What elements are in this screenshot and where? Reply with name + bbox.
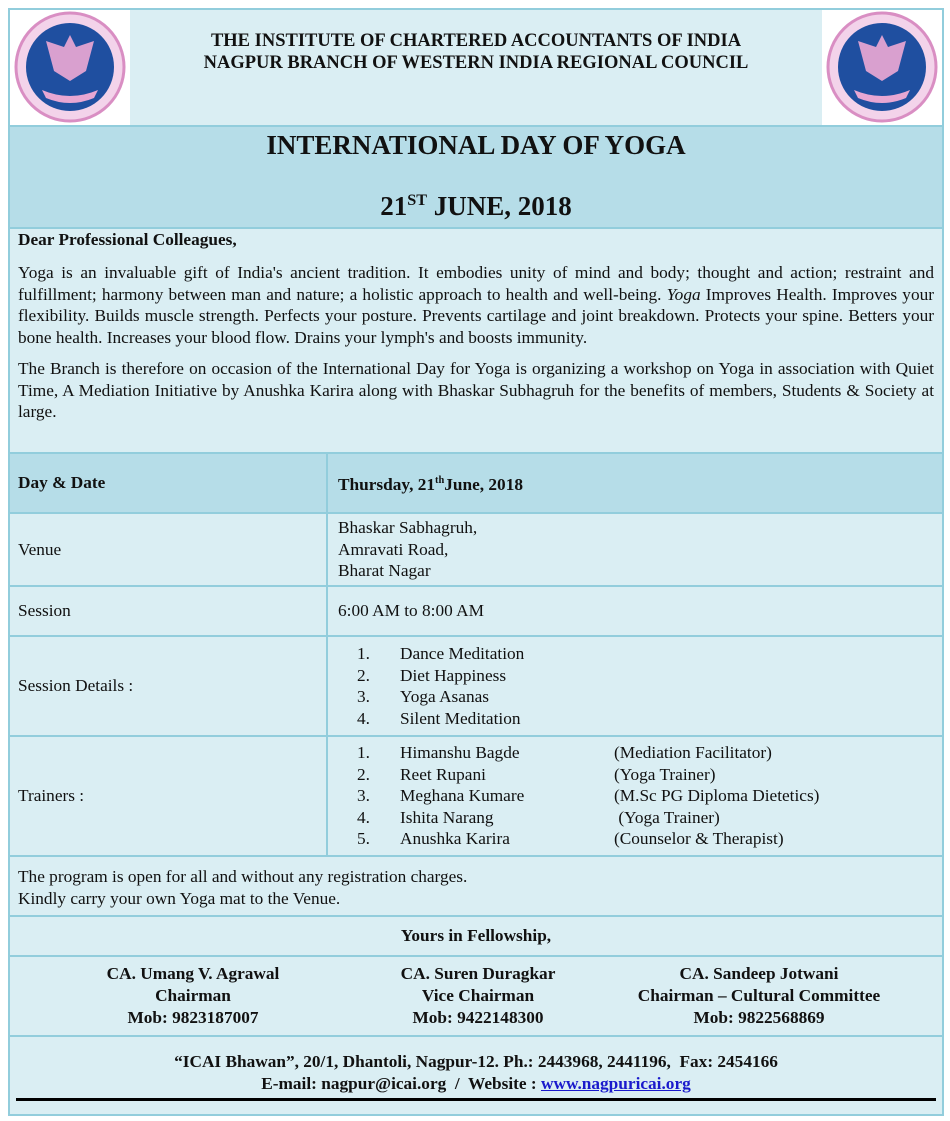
row-trainers: [10, 737, 942, 857]
trainer-item: [338, 828, 819, 850]
footer-email: E-mail: nagpur@icai.org / Website :: [261, 1074, 541, 1093]
item-number: 4.: [357, 807, 370, 827]
footer-address: “ICAI Bhawan”, 20/1, Dhantoli, Nagpur-12. Ph.: 2443968, 2441196, Fax: 2454166: [174, 1052, 778, 1071]
trainer-name: Reet Rupani: [400, 764, 486, 784]
circular-document: [8, 8, 944, 1116]
item-number: 2.: [357, 764, 370, 784]
item-number: 3.: [357, 687, 370, 706]
trainer-item: [338, 742, 819, 764]
note-line-2: Kindly carry your own Yoga mat to the Venue.: [18, 888, 341, 908]
footer-contact: [10, 1037, 942, 1116]
row-session: [10, 587, 942, 637]
title-text: INTERNATIONAL DAY OF YOGA: [266, 130, 686, 160]
signatory: [10, 963, 376, 1029]
event-date: [10, 191, 942, 222]
list-item: [338, 686, 524, 708]
bottom-divider: [16, 1098, 936, 1101]
session-label: Session: [10, 587, 328, 635]
venue-line: Amravati Road,: [338, 539, 449, 559]
signatory-role: Chairman: [155, 986, 231, 1005]
closing-text: Yours in Fellowship,: [10, 917, 942, 957]
day-date-label: Day & Date: [10, 454, 328, 512]
signatory-role: Chairman – Cultural Committee: [637, 986, 881, 1005]
trainer-name: Himanshu Bagde: [400, 743, 520, 763]
trainers-list: [330, 737, 942, 855]
paragraph-1: [18, 262, 934, 348]
date-rest: JUNE, 2018: [427, 191, 572, 221]
website-link[interactable]: www.nagpuricai.org: [540, 1074, 691, 1093]
venue-line: Bharat Nagar: [338, 561, 431, 581]
item-number: 3.: [357, 786, 370, 806]
item-number: 1.: [357, 743, 370, 763]
icai-logo-right: [822, 10, 942, 125]
date-day: 21: [380, 191, 408, 221]
para1-italic: Yoga: [666, 284, 701, 304]
venue-line: Bhaskar Sabhagruh,: [338, 518, 478, 538]
signatory-name: CA. Sandeep Jotwani: [679, 964, 839, 983]
session-details-list: [330, 637, 942, 735]
signatory-role: Vice Chairman: [421, 986, 535, 1005]
trainer-item: [338, 764, 819, 786]
trainer-role: (Mediation Facilitator): [614, 743, 772, 763]
greeting: Dear Professional Colleagues,: [18, 230, 237, 249]
trainer-name: Anushka Karira: [400, 829, 510, 849]
venue-label: Venue: [10, 514, 328, 585]
signatory-name: CA. Suren Duragkar: [400, 964, 556, 983]
trainer-name: Meghana Kumare: [400, 786, 525, 806]
trainer-role: (M.Sc PG Diploma Dietetics): [614, 786, 820, 806]
signatories: [10, 957, 942, 1037]
icai-logo-left: [10, 10, 130, 125]
letterhead: [10, 10, 942, 127]
organization-name: [130, 30, 822, 74]
item-text: Diet Happiness: [400, 665, 507, 685]
date-suffix: ST: [407, 191, 428, 209]
list-item: [338, 708, 524, 730]
session-value: 6:00 AM to 8:00 AM: [338, 601, 484, 621]
trainer-item: [338, 785, 819, 807]
signatory-mobile: Mob: 9822568869: [693, 1008, 825, 1027]
trainer-role: (Yoga Trainer): [614, 807, 720, 827]
day-a: Thursday, 21: [338, 475, 436, 495]
trainer-role: (Counselor & Therapist): [614, 829, 784, 849]
note-line-1: The program is open for all and without any registration charges.: [18, 867, 468, 886]
session-details-label: Session Details :: [10, 637, 328, 735]
item-text: Dance Meditation: [400, 644, 525, 663]
item-number: 1.: [357, 644, 370, 663]
program-note: [10, 857, 942, 917]
row-session-details: [10, 637, 942, 737]
event-title: [10, 127, 942, 229]
row-day-date: [10, 454, 942, 514]
signatory-mobile: Mob: 9823187007: [127, 1008, 259, 1027]
item-number: 5.: [357, 829, 370, 849]
venue-value: [330, 514, 942, 585]
para1-a: Yoga is an invaluable gift of India's ancient tradition. It embodies unity of mind and body; thought and action; restraint and fulfillment; harmony between man and nature; a holistic approach to health and well-being.: [18, 263, 934, 304]
trainer-item: [338, 807, 819, 829]
item-text: Silent Meditation: [400, 708, 521, 728]
trainer-name: Ishita Narang: [400, 807, 494, 827]
trainer-role: (Yoga Trainer): [614, 764, 716, 784]
item-number: 2.: [357, 665, 370, 685]
org-line-2: NAGPUR BRANCH OF WESTERN INDIA REGIONAL COUNCIL: [203, 53, 749, 73]
item-number: 4.: [357, 708, 370, 728]
list-item: [338, 643, 524, 665]
para1-b: Improves Health. Improves your flexibility. Builds muscle strength. Perfects your posture. Prevents cartilage and joint breakdown. Protects your spine. Betters your bone health. Increases your blood flow. Drains your lymph's and boosts immunity.: [18, 284, 934, 347]
org-line-1: THE INSTITUTE OF CHARTERED ACCOUNTANTS OF INDIA: [210, 31, 742, 51]
day-b: June, 2018: [444, 475, 523, 495]
intro-section: [10, 229, 942, 454]
item-text: Yoga Asanas: [400, 687, 489, 706]
paragraph-2: The Branch is therefore on occasion of the International Day for Yoga is organizing a workshop on Yoga in association with Quiet Time, A Mediation Initiative by Anushka Karira along with Bhaskar Subhagruh for the benefits of members, Students & Society at large.: [18, 359, 934, 421]
signatory-mobile: Mob: 9422148300: [412, 1008, 544, 1027]
trainers-label: Trainers :: [10, 737, 328, 855]
list-item: [338, 665, 524, 687]
day-date-value: [330, 454, 942, 512]
row-venue: [10, 514, 942, 587]
signatory-name: CA. Umang V. Agrawal: [106, 964, 280, 983]
day-sup: th: [435, 475, 445, 487]
